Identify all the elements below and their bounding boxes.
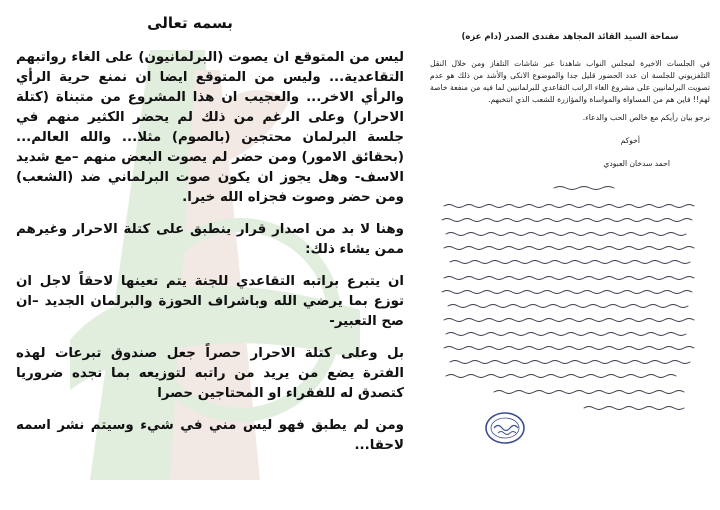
letter-addressee: سماحة السيد القائد المجاهد مقتدى الصدر (دام عزه)	[461, 32, 679, 42]
statement-paragraph-5: ومن لم يطبق فهو ليس مني في شيء وسيتم نشر اسمه لاحقا...	[16, 418, 404, 453]
statement-column	[16, 14, 404, 484]
statement-paragraph-3: ان يتبرع براتبه التقاعدي للجنة يتم تعينها لاحقاً لاجل ان توزع بما يرضي الله وباشراف الحوزة والبرلمان الجديد –ان صح التعبير-	[16, 274, 404, 329]
statement-paragraph-1: ليس من المتوقع ان يصوت (البرلمانيون) على الغاء رواتبهم التقاعدية... وليس من المتوقع ايضا ان نمنع حرية الرأي والرأي الاخر... والعجيب ان هذا المشروع من متبناة (كتلة الاحرار) وعلى الرغم من ذلك لم يحضر الكثير منهم في جلسة البرلمان محتجين (بالصوم) مثلا... والله العالم... (بحقائق الامور) ومن حضر لم يصوت البعض منهم –مع شديد الاسف- وهل يجوز ان يكون صوت البرلماني ضد (الشعب) ومن حضر وصوت فجزاه الله خيرا.	[16, 50, 404, 205]
basmala-heading: بسمه تعالى	[147, 14, 233, 32]
handwritten-reply	[434, 184, 710, 434]
letter-signoff: أخوكم	[620, 136, 640, 145]
statement-paragraph-4: بل وعلى كتلة الاحرار حصراً جعل صندوق تبرعات لهذه الفترة يضع من يريد من راتبه لتوزيعه بما نجده ضروريا كتصدق له للفقراء او المحتاجين حصرا	[16, 346, 404, 401]
letter-body: في الجلسات الاخيرة لمجلس النواب شاهدنا عبر شاشات التلفاز ومن خلال النقل التلفزيوني للجلسة ان عدد الحضور قليل جدا والموضوع الانكى والأشد من ذلك هو عدم تصويت البرلمانيين على مشروع الغاء الراتب التقاعدي للبرلمانيين لما فيه من منفعة خاصة لهم!! فاين هم من المساواة والمواساة والمؤازرة للشعب الذي انتخبهم.	[430, 59, 710, 104]
seal-stamp	[484, 410, 526, 446]
statement-paragraph-2: وهنا لا بد من اصدار قرار ينطبق على كتلة الاحرار وغيرهم ممن يشاء ذلك:	[16, 222, 404, 257]
letter-closing-request: نرجو بيان رأيكم مع خالص الحب والدعاء.	[582, 113, 710, 122]
letter-sender-name: احمد سدخان العبودي	[603, 159, 670, 168]
